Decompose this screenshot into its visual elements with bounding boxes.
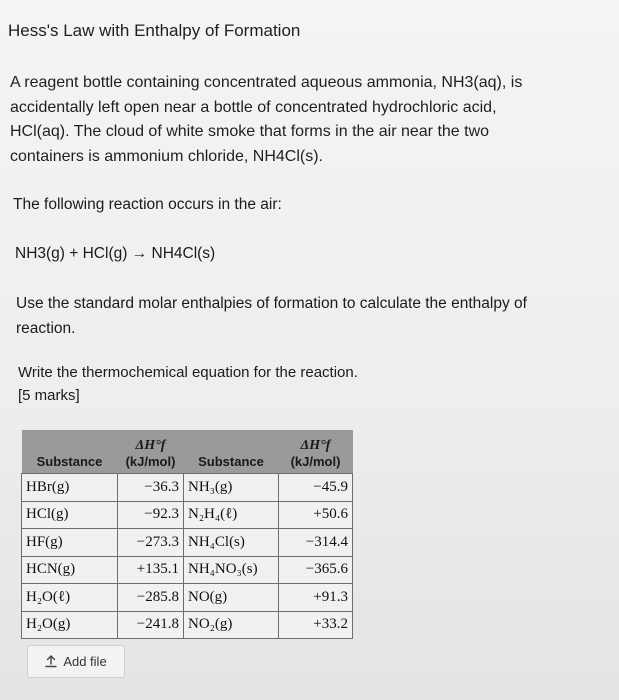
substance-cell: NO₂(g) xyxy=(184,611,279,639)
problem-line: A reagent bottle containing concentrated aqueous ammonia, NH3(aq), is xyxy=(10,74,523,91)
enthalpy-cell: −36.3 xyxy=(118,474,184,502)
enthalpy-cell: −273.3 xyxy=(118,529,184,557)
enthalpy-cell: +33.2 xyxy=(279,611,353,639)
instruction-text xyxy=(16,291,586,341)
enthalpy-cell: −314.4 xyxy=(279,529,353,557)
problem-line: HCl(aq). The cloud of white smoke that forms in the air near the two xyxy=(10,123,490,140)
substance-cell: HCl(g) xyxy=(22,501,118,529)
upload-icon xyxy=(45,655,57,668)
reaction-intro: The following reaction occurs in the air: xyxy=(13,196,282,213)
add-file-label: Add file xyxy=(63,654,107,669)
table-row xyxy=(22,584,353,612)
table-row xyxy=(22,529,353,557)
problem-line: accidentally left open near a bottle of concentrated hydrochloric acid, xyxy=(10,98,497,116)
marks-label: [5 marks] xyxy=(18,387,80,404)
substance-cell: N₂H₄(ℓ) xyxy=(184,501,279,529)
delta-h-symbol: ΔH°f xyxy=(135,438,166,453)
task-line: Write the thermochemical equation for the reaction. xyxy=(18,364,358,381)
table-row xyxy=(22,474,353,502)
table-header-row xyxy=(22,430,353,474)
enthalpy-cell: +135.1 xyxy=(118,556,184,584)
task-text xyxy=(18,361,358,407)
unit-label: (kJ/mol) xyxy=(290,454,341,469)
page-title: Hess's Law with Enthalpy of Formation xyxy=(8,21,301,40)
enthalpy-cell: −241.8 xyxy=(118,611,184,639)
add-file-button[interactable] xyxy=(27,645,125,678)
substance-cell: NH₄NO₃(s) xyxy=(184,556,279,584)
instruction-line: reaction. xyxy=(16,320,76,337)
delta-h-symbol: ΔH°f xyxy=(300,438,331,453)
problem-line: containers is ammonium chloride, NH4Cl(s). xyxy=(10,147,323,165)
substance-cell: HCN(g) xyxy=(22,556,118,584)
substance-cell: NO(g) xyxy=(184,584,279,612)
substance-cell: H₂O(g) xyxy=(22,611,118,639)
substance-cell: HBr(g) xyxy=(22,474,118,502)
table-row xyxy=(22,501,353,529)
enthalpy-table xyxy=(21,430,353,639)
substance-cell: H₂O(ℓ) xyxy=(22,584,118,612)
substance-cell: HF(g) xyxy=(22,529,118,557)
instruction-line: Use the standard molar enthalpies of formation to calculate the enthalpy of xyxy=(16,295,527,312)
table-row xyxy=(22,556,353,584)
header-substance-2: Substance xyxy=(184,430,279,474)
problem-statement xyxy=(10,71,570,169)
header-substance-1: Substance xyxy=(22,430,118,474)
substance-cell: NH₃(g) xyxy=(184,474,279,502)
enthalpy-cell: +91.3 xyxy=(279,584,353,612)
substance-cell: NH₄Cl(s) xyxy=(184,529,279,557)
enthalpy-cell: −92.3 xyxy=(118,501,184,529)
unit-label: (kJ/mol) xyxy=(125,454,176,469)
header-enthalpy-2 xyxy=(279,430,353,474)
table-row xyxy=(22,611,353,639)
enthalpy-table-image xyxy=(21,430,352,639)
enthalpy-cell: −285.8 xyxy=(118,584,184,612)
header-enthalpy-1 xyxy=(118,430,184,474)
enthalpy-cell: −365.6 xyxy=(279,556,353,584)
enthalpy-cell: +50.6 xyxy=(279,501,353,529)
reaction-equation: NH3(g) + HCl(g) → NH4Cl(s) xyxy=(15,245,216,262)
enthalpy-cell: −45.9 xyxy=(279,474,353,502)
